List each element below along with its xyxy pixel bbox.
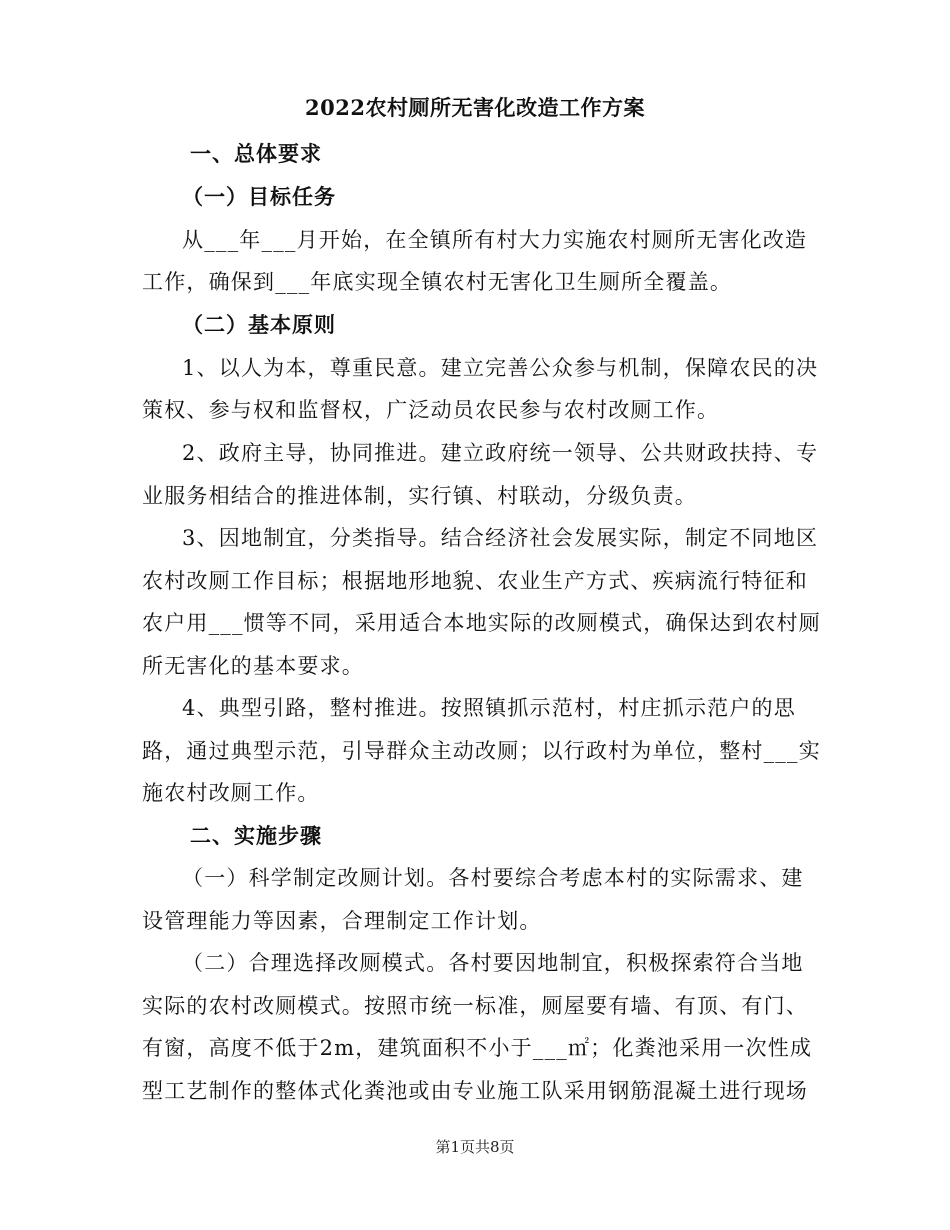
paragraph-line: 策权、参与权和监督权，广泛动员农民参与农村改厕工作。 <box>142 398 720 422</box>
document-title: 2022农村厕所无害化改造工作方案 <box>305 95 645 120</box>
paragraph-line: 2、政府主导，协同推进。建立政府统一领导、公共财政扶持、专 <box>182 441 819 465</box>
subheading-basic-principles: （二）基本原则 <box>182 312 336 337</box>
section-heading-general-requirements: 一、总体要求 <box>190 141 322 166</box>
section-heading-implementation-steps: 二、实施步骤 <box>190 823 322 848</box>
paragraph-line: 4、典型引路，整村推进。按照镇抓示范村，村庄抓示范户的思 <box>182 696 796 720</box>
paragraph-line: 施农村改厕工作。 <box>142 781 320 805</box>
paragraph-line: 型工艺制作的整体式化粪池或由专业施工队采用钢筋混凝土进行现场 <box>142 1079 808 1103</box>
paragraph-line: （二）合理选择改厕模式。各村要因地制宜，积极探索符合当地 <box>182 951 804 975</box>
paragraph-line: 1、以人为本，尊重民意。建立完善公众参与机制，保障农民的决 <box>182 356 819 380</box>
paragraph-line: 工作，确保到___年底实现全镇农村无害化卫生厕所全覆盖。 <box>142 270 733 294</box>
paragraph-line: 所无害化的基本要求。 <box>142 654 364 678</box>
paragraph-line: 有窗，高度不低于2m，建筑面积不小于___㎡；化粪池采用一次性成 <box>142 1036 813 1060</box>
paragraph-line: （一）科学制定改厕计划。各村要综合考虑本村的实际需求、建 <box>182 866 804 890</box>
paragraph-line: 路，通过典型示范，引导群众主动改厕；以行政村为单位，整村___实 <box>142 739 821 763</box>
paragraph-line: 从___年___月开始，在全镇所有村大力实施农村厕所无害化改造 <box>182 228 808 252</box>
paragraph-line: 设管理能力等因素，合理制定工作计划。 <box>142 909 542 933</box>
paragraph-line: 3、因地制宜，分类指导。结合经济社会发展实际，制定不同地区 <box>182 526 819 550</box>
paragraph-line: 农户用___惯等不同，采用适合本地实际的改厕模式，确保达到农村厕 <box>142 611 821 635</box>
subheading-target-task: （一）目标任务 <box>182 184 336 209</box>
page-number-footer: 第1页共8页 <box>435 1138 515 1156</box>
paragraph-line: 农村改厕工作目标；根据地形地貌、农业生产方式、疾病流行特征和 <box>142 569 808 593</box>
paragraph-line: 业服务相结合的推进体制，实行镇、村联动，分级负责。 <box>142 484 697 508</box>
paragraph-line: 实际的农村改厕模式。按照市统一标准，厕屋要有墙、有顶、有门、 <box>142 994 808 1018</box>
